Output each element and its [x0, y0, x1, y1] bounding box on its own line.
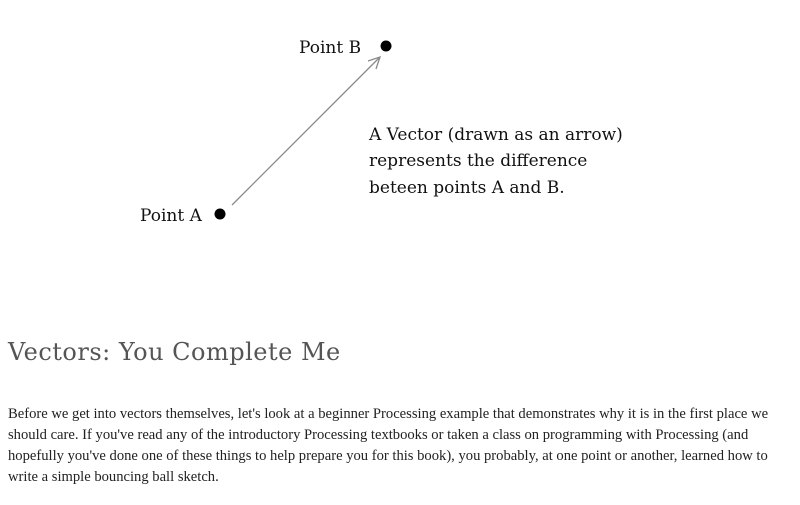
intro-paragraph: Before we get into vectors themselves, let's look at a beginner Processing example that demonstrates why it is in the first place we should care. If you've read any of the introductory Processing textbooks or taken a class on programming with Processing (and hopefully you've done one of these things to help prepare you for this book), you probably, at one point or another, learned how to write a simple bouncing ball sketch. [8, 406, 769, 485]
caption-line-3: beteen points A and B. [369, 178, 565, 198]
caption-line-1: A Vector (drawn as an arrow) [369, 125, 623, 145]
section-title: Vectors: You Complete Me [8, 338, 341, 366]
point-a-label: Point A [140, 206, 202, 226]
point-a-dot [215, 209, 226, 220]
caption-line-2: represents the difference [369, 151, 588, 171]
point-b-label: Point B [299, 38, 362, 58]
point-b-dot [381, 41, 392, 52]
vector-arrow-shaft [232, 58, 379, 205]
